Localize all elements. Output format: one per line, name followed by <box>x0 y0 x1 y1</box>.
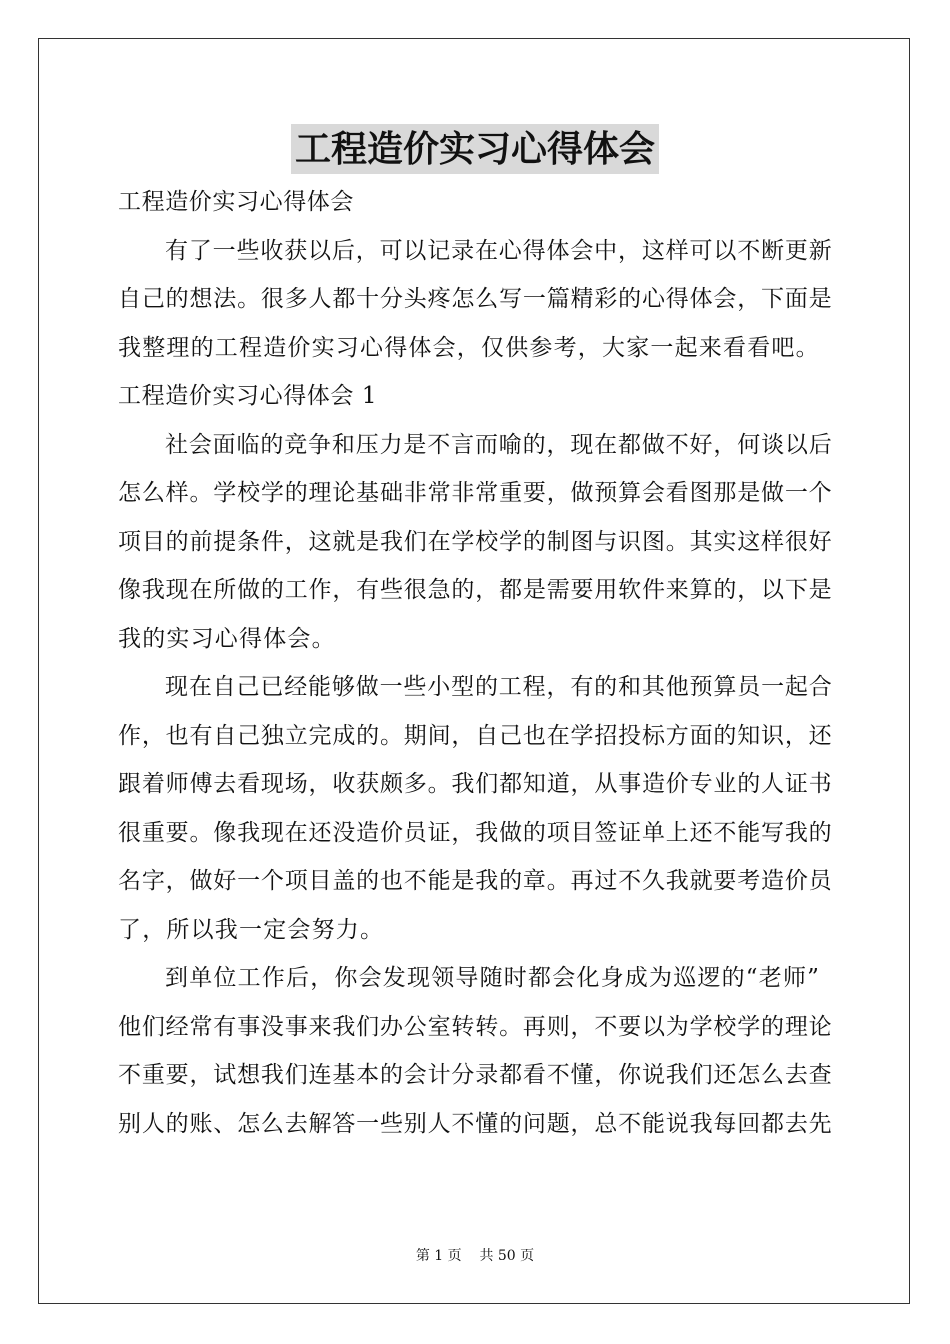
document-body <box>118 178 834 1148</box>
body-text-line: 我的实习心得体会。 <box>118 625 336 652</box>
body-text-line: 作，也有自己独立完成的。期间，自己也在学招投标方面的知识，还 <box>118 722 833 749</box>
body-text-line: 别人的账、怎么去解答一些别人不懂的问题，总不能说我每回都去先 <box>118 1110 833 1137</box>
page-footer <box>0 1246 950 1266</box>
body-text-line: 名字，做好一个项目盖的也不能是我的章。再过不久我就要考造价员 <box>118 868 833 894</box>
document-title: 工程造价实习心得体会 <box>291 124 659 174</box>
body-text-line: 怎么样。学校学的理论基础非常非常重要，做预算会看图那是做一个 <box>118 480 833 506</box>
body-text-line: 到单位工作后，你会发现领导随时都会化身成为巡逻的“老师” <box>165 965 821 991</box>
section-heading: 工程造价实习心得体会 1 <box>118 383 378 409</box>
body-text-line: 跟着师傅去看现场，收获颇多。我们都知道，从事造价专业的人证书 <box>118 771 833 797</box>
body-text-line: 不重要，试想我们连基本的会计分录都看不懂，你说我们还怎么去查 <box>118 1062 833 1088</box>
body-text-line: 很重要。像我现在还没造价员证，我做的项目签证单上还不能写我的 <box>118 819 833 846</box>
body-text-line: 自己的想法。很多人都十分头疼怎么写一篇精彩的心得体会，下面是 <box>118 286 833 312</box>
body-text-line: 项目的前提条件，这就是我们在学校学的制图与识图。其实这样很好 <box>118 528 833 555</box>
body-text-line: 他们经常有事没事来我们办公室转转。再则，不要以为学校学的理论 <box>118 1013 833 1040</box>
body-text-line: 现在自己已经能够做一些小型的工程，有的和其他预算员一起合 <box>165 674 833 700</box>
body-text-line: 社会面临的竞争和压力是不言而喻的，现在都做不好，何谈以后 <box>165 431 833 458</box>
body-text-line: 有了一些收获以后，可以记录在心得体会中，这样可以不断更新 <box>165 237 833 264</box>
page-number: 第 1 页 <box>415 1248 462 1264</box>
page-total: 共 50 页 <box>479 1248 535 1264</box>
title-container <box>0 124 950 174</box>
body-text-line: 我整理的工程造价实习心得体会，仅供参考，大家一起来看看吧。 <box>118 334 820 361</box>
section-heading: 工程造价实习心得体会 <box>118 189 354 215</box>
body-text-line: 了，所以我一定会努力。 <box>118 916 385 943</box>
body-text-line: 像我现在所做的工作，有些很急的，都是需要用软件来算的，以下是 <box>118 577 833 603</box>
